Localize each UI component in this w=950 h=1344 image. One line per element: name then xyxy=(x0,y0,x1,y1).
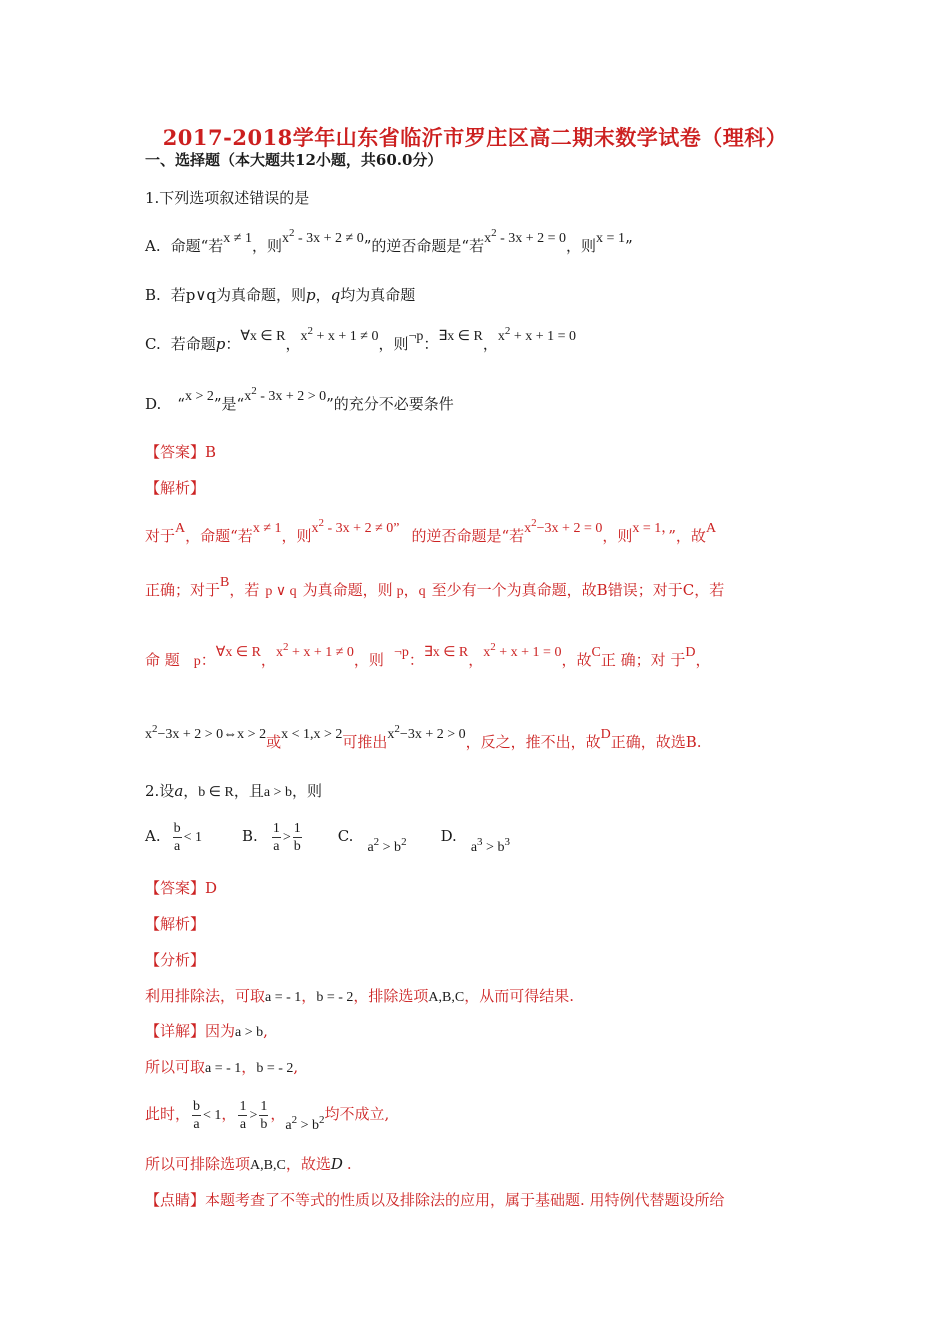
q2-detail-line-2: 所以可取a = - 1，b = - 2, xyxy=(145,1058,299,1076)
q1-analysis-line-2: 正确；对于B，若 p ∨ q 为真命题，则 p，q 至少有一个为真命题，故B错误；对于C，若 xyxy=(145,575,725,599)
q1-answer: 【答案】B xyxy=(145,443,217,461)
q1-option-d: D. “x > 2”是“$x^2 - 3x + 2 > 0$”的充分不必要条件 xyxy=(145,385,454,413)
q1-option-c: C. 若命题p：∀x ∈ R，$x^2 + x + 1 \ne 0$，则¬p：∃x ∈ R，$x^2 + x + 1 = 0$ xyxy=(145,325,577,353)
q2-dianjing: 【点睛】本题考查了不等式的性质以及排除法的应用，属于基础题. 用特例代替题设所给 xyxy=(145,1191,725,1209)
q1-analysis-line-1: 对于A，命题“若x ≠ 1，则$x^2 - 3x + 2 \ne 0$” 的逆否命题是“若$x^2-3x + 2 = 0$，则x = 1，”，故A xyxy=(145,517,717,545)
fraction: $\frac{b}{a}$ xyxy=(173,820,181,854)
fraction: $\frac{1}{b}$ xyxy=(293,820,301,854)
fraction: $\frac{1}{b}$ xyxy=(260,1098,268,1132)
exam-title: 2017-2018学年山东省临沂市罗庄区高二期末数学试卷（理科） xyxy=(162,125,788,150)
q2-fenxi-text: 利用排除法，可取a = - 1，b = - 2，排除选项A,B,C，从而可得结果. xyxy=(145,987,574,1005)
q1-option-b: B. 若p∨q为真命题，则p，q均为真命题 xyxy=(145,286,416,304)
q2-options: A. $\frac{b}{a}$ < 1 B. $\frac{1}{a}$ > $\frac{1}{b}$ $C.a^2 > b^2$ $D.a^3 > b^3$ xyxy=(145,820,510,855)
q2-fenxi-label: 【分析】 xyxy=(145,951,206,969)
q2-stem: 2.设a，b ∈ R，且a > b，则 xyxy=(145,782,322,800)
q1-analysis-line-4: $x^2-3x + 2$ > 0⇔x > 2或x < 1,x > 2可推出$x^2-3x + 2 > 0$，反之，推不出，故D正确，故选B. xyxy=(145,723,702,751)
fraction: $\frac{b}{a}$ xyxy=(193,1098,201,1132)
q2-analysis-label: 【解析】 xyxy=(145,915,206,933)
q2-xiangjie: 【详解】因为a > b, xyxy=(145,1022,268,1040)
q2-detail-line-4: 所以可排除选项A,B,C，故选D . xyxy=(145,1155,352,1173)
q1-stem: 1.下列选项叙述错误的是 xyxy=(145,189,310,207)
q2-detail-line-3: 此时， $\frac{b}{a}$ < 1， $\frac{1}{a}$ > $\frac{1}{b}$ ，$a^2 > b^2$均不成立, xyxy=(145,1098,390,1133)
q2-answer: 【答案】D xyxy=(145,879,218,897)
q1-analysis-line-3: 命 题 p：∀x ∈ R，$x^2 + x + 1 \ne 0$，则 ¬p：∃x ∈ R，$x^2 + x + 1 = 0$，故C正 确；对 于D， xyxy=(145,641,711,669)
fraction: $\frac{1}{a}$ xyxy=(239,1098,247,1132)
q1-option-a: A. 命题“若x ≠ 1，则$x^2 - 3x + 2 \ne 0$”的逆否命题是“若$x^2 - 3x + 2 = 0$，则x = 1” xyxy=(145,227,633,255)
q1-analysis-label: 【解析】 xyxy=(145,479,206,497)
section-heading: 一、选择题（本大题共12小题，共60.0分） xyxy=(145,151,443,169)
fraction: $\frac{1}{a}$ xyxy=(272,820,280,854)
